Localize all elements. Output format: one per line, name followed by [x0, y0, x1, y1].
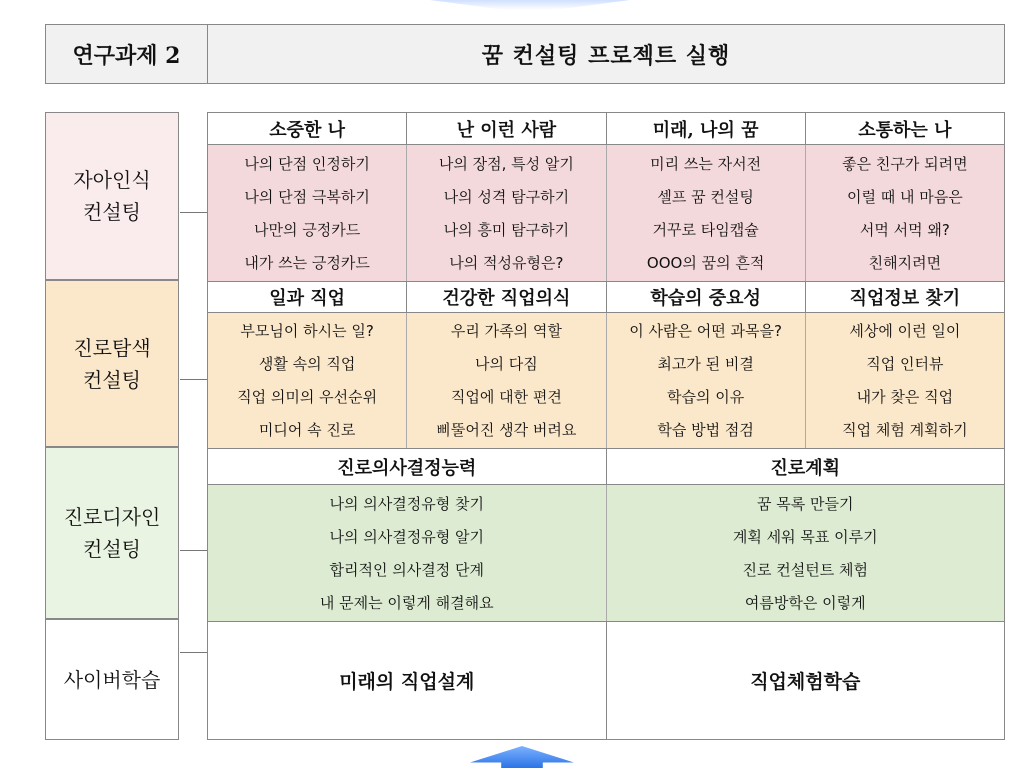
activity-item: 나만의 긍정카드: [254, 220, 361, 239]
topic-title: 진로의사결정능력: [208, 449, 607, 484]
activity-item: 직업에 대한 편견: [450, 387, 562, 406]
cyber-topic: 미래의 직업설계: [208, 622, 607, 739]
category-career-design: [45, 447, 179, 619]
activity-column: [208, 145, 407, 281]
activity-column: [208, 313, 407, 448]
activity-item: 나의 장점, 특성 알기: [438, 154, 574, 173]
activity-item: 내가 찾은 직업: [856, 387, 954, 406]
topic-title: 소중한 나: [208, 113, 407, 144]
connector-line: [180, 652, 207, 653]
program-grid: [207, 112, 1005, 740]
activity-item: 나의 성격 탐구하기: [443, 187, 570, 206]
page-title: 꿈 컨설팅 프로젝트 실행: [481, 42, 731, 69]
activity-item: 친해지려면: [868, 253, 942, 272]
connector-line: [180, 550, 207, 551]
activity-item: 이럴 때 내 마음은: [847, 187, 963, 206]
activity-item: 이 사람은 어떤 과목을?: [629, 322, 782, 341]
activity-item: 나의 단점 극복하기: [244, 187, 370, 206]
category-label: 자아인식: [73, 168, 151, 192]
activity-item: 나의 흥미 탐구하기: [443, 220, 570, 239]
activity-item: 직업 인터뷰: [866, 355, 944, 374]
topic-title: 일과 직업: [208, 282, 407, 312]
activity-item: 미리 쓰는 자서전: [650, 154, 762, 173]
activity-item: 거꾸로 타임캡슐: [652, 220, 759, 239]
cyber-topic: 직업체험학습: [750, 671, 861, 693]
category-label: 컨설팅: [83, 537, 141, 561]
bottom-arrow-decoration: [470, 746, 574, 768]
activity-item: 나의 단점 인정하기: [244, 154, 370, 173]
activity-column: [607, 145, 806, 281]
activity-column: [607, 485, 1005, 621]
activity-item: 좋은 친구가 되려면: [842, 154, 968, 173]
section-career-design-titles: [208, 448, 1004, 485]
activity-column: [607, 313, 806, 448]
section-self-awareness-activities: [208, 145, 1004, 281]
section-cyber-learning: [208, 621, 1004, 739]
activity-column: [806, 313, 1004, 448]
category-cyber-learning: [45, 619, 179, 740]
topic-title: 미래, 나의 꿈: [607, 113, 806, 144]
activity-item: 나의 의사결정유형 찾기: [329, 494, 484, 513]
activity-item: 합리적인 의사결정 단계: [329, 560, 484, 579]
activity-item: 나의 다짐: [475, 355, 538, 374]
category-self-awareness: [45, 112, 179, 280]
top-arrow-decoration: [430, 0, 630, 10]
activity-item: 꿈 목록 만들기: [757, 494, 854, 513]
category-label: 컨설팅: [83, 200, 141, 224]
topic-title: 소통하는 나: [858, 119, 952, 141]
activity-item: OOO의 꿈의 흔적: [646, 253, 765, 272]
activity-item: 내 문제는 이렇게 해결해요: [319, 593, 494, 612]
activity-column: [806, 145, 1004, 281]
activity-item: 진로 컨설턴트 체험: [742, 560, 868, 579]
research-task-label: 연구과제 2: [46, 25, 208, 83]
activity-item: 계획 세워 목표 이루기: [732, 527, 878, 546]
activity-item: 직업 의미의 우선순위: [237, 387, 378, 406]
activity-item: 학습 방법 점검: [657, 420, 754, 439]
section-career-exploration-titles: [208, 281, 1004, 313]
activity-item: 삐뚤어진 생각 버려요: [436, 420, 577, 439]
category-label: 진로디자인: [63, 505, 161, 529]
activity-column: [407, 313, 606, 448]
activity-item: 우리 가족의 역할: [450, 322, 562, 341]
activity-item: 생활 속의 직업: [258, 355, 356, 374]
section-self-awareness-titles: [208, 113, 1004, 145]
activity-item: 내가 쓰는 긍정카드: [244, 253, 370, 272]
header-bar: [45, 24, 1005, 84]
topic-title: 학습의 중요성: [607, 282, 806, 312]
activity-column: [407, 145, 606, 281]
category-label: 사이버학습: [63, 667, 161, 692]
connector-line: [180, 379, 207, 380]
activity-item: 여름방학은 이렇게: [744, 593, 866, 612]
activity-item: 미디어 속 진로: [258, 420, 356, 439]
section-career-exploration-activities: [208, 313, 1004, 448]
topic-title: 건강한 직업의식: [407, 282, 606, 312]
section-career-design-activities: [208, 485, 1004, 621]
category-label: 진로탐색: [73, 335, 151, 360]
activity-item: 학습의 이유: [667, 387, 745, 406]
category-label: 컨설팅: [83, 367, 141, 392]
activity-item: 직업 체험 계획하기: [842, 420, 968, 439]
activity-item: 셀프 꿈 컨설팅: [657, 187, 754, 206]
activity-item: 최고가 된 비결: [657, 355, 754, 374]
connector-line: [180, 212, 207, 213]
activity-item: 세상에 이런 일이: [849, 322, 961, 341]
topic-title: 진로계획: [770, 457, 841, 479]
activity-item: 나의 적성유형은?: [449, 253, 564, 272]
activity-item: 서먹 서먹 왜?: [859, 220, 950, 239]
activity-column: [208, 485, 607, 621]
topic-title: 직업정보 찾기: [849, 288, 961, 309]
activity-item: 나의 의사결정유형 알기: [329, 527, 484, 546]
activity-item: 부모님이 하시는 일?: [240, 322, 374, 341]
topic-title: 난 이런 사람: [407, 113, 606, 144]
category-career-exploration: [45, 280, 179, 447]
